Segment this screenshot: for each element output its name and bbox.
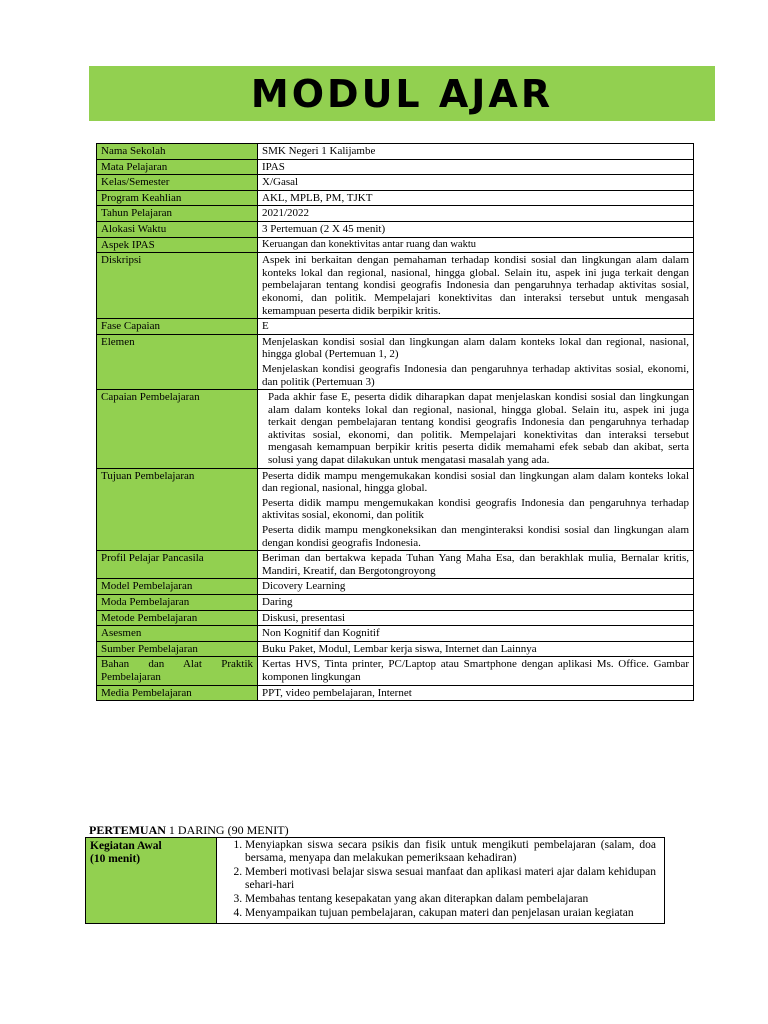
info-label: Elemen [97, 334, 258, 389]
info-row [97, 626, 694, 642]
info-label: Profil Pelajar Pancasila [97, 551, 258, 579]
activity-duration: (10 menit) [90, 853, 141, 865]
activity-label: Kegiatan Awal [90, 840, 162, 852]
info-value-text: Beriman dan bertakwa kepada Tuhan Yang Maha Esa, dan berakhlak mulia, Bernalar kritis, Mandiri, Kreatif, dan Bergotongroyong [262, 552, 689, 577]
page-title: MODUL AJAR [250, 71, 554, 116]
info-value [258, 685, 694, 701]
info-label: Asesmen [97, 626, 258, 642]
info-row [97, 390, 694, 469]
info-label: Alokasi Waktu [97, 221, 258, 237]
info-value [258, 159, 694, 175]
info-value-text: Daring [262, 596, 293, 608]
info-label: Nama Sekolah [97, 144, 258, 160]
info-value [258, 390, 694, 469]
info-label: Capaian Pembelajaran [97, 390, 258, 469]
info-value-text: 3 Pertemuan (2 X 45 menit) [262, 222, 386, 235]
info-label: Diskripsi [97, 253, 258, 319]
info-value-text: Menjelaskan kondisi sosial dan lingkungan alam dalam konteks lokal dan regional, nasional, hingga global (Pertemuan 1, 2) [262, 335, 689, 361]
activity-table [85, 837, 665, 924]
activity-step: 1. Menyiapkan siswa secara psikis dan fisik untuk mengikuti pembelajaran (salam, doa bersama, menyapa dan melakukan pemeriksaan kehadiran) [245, 839, 656, 865]
info-label: Mata Pelajaran [97, 159, 258, 175]
info-value [258, 175, 694, 191]
info-value [258, 319, 694, 335]
info-row [97, 144, 694, 160]
info-row [97, 190, 694, 206]
info-label: Media Pembelajaran [97, 685, 258, 701]
info-value [258, 610, 694, 626]
info-row [97, 641, 694, 657]
module-info-table [96, 143, 694, 701]
info-value [258, 334, 694, 389]
info-value [258, 595, 694, 611]
session-heading-bold: PERTEMUAN [89, 823, 166, 837]
info-row [97, 159, 694, 175]
info-value-text: 2021/2022 [262, 207, 310, 220]
info-value [258, 190, 694, 206]
info-value-text: Non Kognitif dan Kognitif [262, 627, 380, 640]
info-row [97, 468, 694, 551]
activity-step: 2. Memberi motivasi belajar siswa sesuai manfaat dan aplikasi materi ajar dalam kehidupan sehari-hari [245, 866, 656, 892]
info-value-text: Pada akhir fase E, peserta didik diharapkan dapat menjelaskan kondisi sosial dan lingkungan alam dalam konteks lokal dan regional, nasional, hingga global. Selain itu, aspek ini juga terkait dengan pembelajaran tentang kondisi geografis Indonesia dan pengaruhnya terhadap aktivitas sosial, ekonomi, dan politik. Mempelajari konektivitas dan interaksi tersebut mengasah kemampuan berpikir kritis peserta didik memahami efek sebab dan akibat, serta solusi yang dapat dilakukan untuk mengatasi masalah yang ada. [268, 391, 689, 467]
info-row [97, 237, 694, 253]
info-value [258, 641, 694, 657]
activity-steps-cell [217, 838, 665, 924]
info-row [97, 221, 694, 237]
info-label: Metode Pembelajaran [97, 610, 258, 626]
info-value [258, 551, 694, 579]
info-label-line: Pembelajaran [101, 670, 161, 683]
info-value-text: Dicovery Learning [262, 580, 346, 593]
info-value-text: IPAS [262, 160, 285, 173]
info-value [258, 253, 694, 319]
info-label: Sumber Pembelajaran [97, 641, 258, 657]
info-value [258, 579, 694, 595]
activity-row [86, 838, 665, 924]
info-value [258, 206, 694, 222]
info-value-text: SMK Negeri 1 Kalijambe [262, 145, 376, 157]
activity-steps [221, 839, 656, 920]
info-row [97, 319, 694, 335]
info-value [258, 237, 694, 253]
info-value-text: Peserta didik mampu mengemukakan kondisi sosial dan lingkungan alam dalam konteks lokal dan regional, nasional, hingga global. [262, 469, 689, 495]
info-label: Model Pembelajaran [97, 579, 258, 595]
info-value-text: E [262, 320, 269, 333]
info-value-text: Keruangan dan konektivitas antar ruang dan waktu [262, 238, 477, 250]
session-heading [89, 823, 289, 838]
info-row [97, 253, 694, 319]
info-value-text: Kertas HVS, Tinta printer, PC/Laptop atau Smartphone dengan aplikasi Ms. Office. Gambar komponen lingkungan [262, 658, 689, 683]
info-label: Tahun Pelajaran [97, 206, 258, 222]
info-value-text: Peserta didik mampu mengemukakan kondisi geografis Indonesia dan pengaruhnya terhadap aktivitas sosial, ekonomi, dan politik [262, 496, 689, 522]
info-value [258, 221, 694, 237]
info-label: Tujuan Pembelajaran [97, 468, 258, 551]
info-label: Moda Pembelajaran [97, 595, 258, 611]
info-value-text: Peserta didik mampu mengkoneksikan dan menginteraksi kondisi sosial dan lingkungan alam dengan kondisi geografis Indonesia. [262, 524, 689, 549]
info-value [258, 626, 694, 642]
activity-step: 3. Membahas tentang kesepakatan yang akan diterapkan dalam pembelajaran [245, 893, 656, 906]
info-value-text: Buku Paket, Modul, Lembar kerja siswa, Internet dan Lainnya [262, 642, 537, 655]
info-value-text: AKL, MPLB, PM, TJKT [262, 191, 373, 204]
info-row [97, 206, 694, 222]
info-row [97, 551, 694, 579]
info-label: Program Keahlian [97, 190, 258, 206]
info-row [97, 334, 694, 389]
info-value-text: X/Gasal [262, 176, 299, 189]
info-row [97, 685, 694, 701]
info-value-text: PPT, video pembelajaran, Internet [262, 686, 412, 699]
info-value [258, 657, 694, 685]
info-value [258, 468, 694, 551]
title-banner [89, 66, 715, 121]
activity-step: 4. Menyampaikan tujuan pembelajaran, cakupan materi dan penjelasan uraian kegiatan [245, 907, 656, 920]
activity-label-cell [86, 838, 217, 924]
info-value-text: Aspek ini berkaitan dengan pemahaman terhadap kondisi sosial dan lingkungan alam dalam konteks lokal dan regional, nasional, hingga global. Selain itu, aspek ini juga terkait dengan pembelajaran tentang kondisi geografis Indonesia dan pengaruhnya terhadap aktivitas sosial, ekonomi, dan politik. Mempelajari konektivitas dan interaksi tersebut untuk mengasah kemampuan peserta didik berpikir kritis. [262, 254, 689, 317]
info-label: Aspek IPAS [97, 237, 258, 253]
info-label [97, 657, 258, 685]
info-value-text: Diskusi, presentasi [262, 611, 346, 624]
info-row [97, 657, 694, 685]
info-row [97, 175, 694, 191]
info-label: Kelas/Semester [97, 175, 258, 191]
info-value-text: Menjelaskan kondisi geografis Indonesia dan pengaruhnya terhadap aktivitas sosial, ekonomi, dan politik (Pertemuan 3) [262, 362, 689, 388]
session-heading-rest: 1 DARING (90 MENIT) [165, 823, 289, 837]
info-row [97, 595, 694, 611]
info-label-line: Bahan dan Alat Praktik [101, 658, 253, 671]
info-row [97, 610, 694, 626]
info-row [97, 579, 694, 595]
info-value [258, 144, 694, 160]
info-label: Fase Capaian [97, 319, 258, 335]
